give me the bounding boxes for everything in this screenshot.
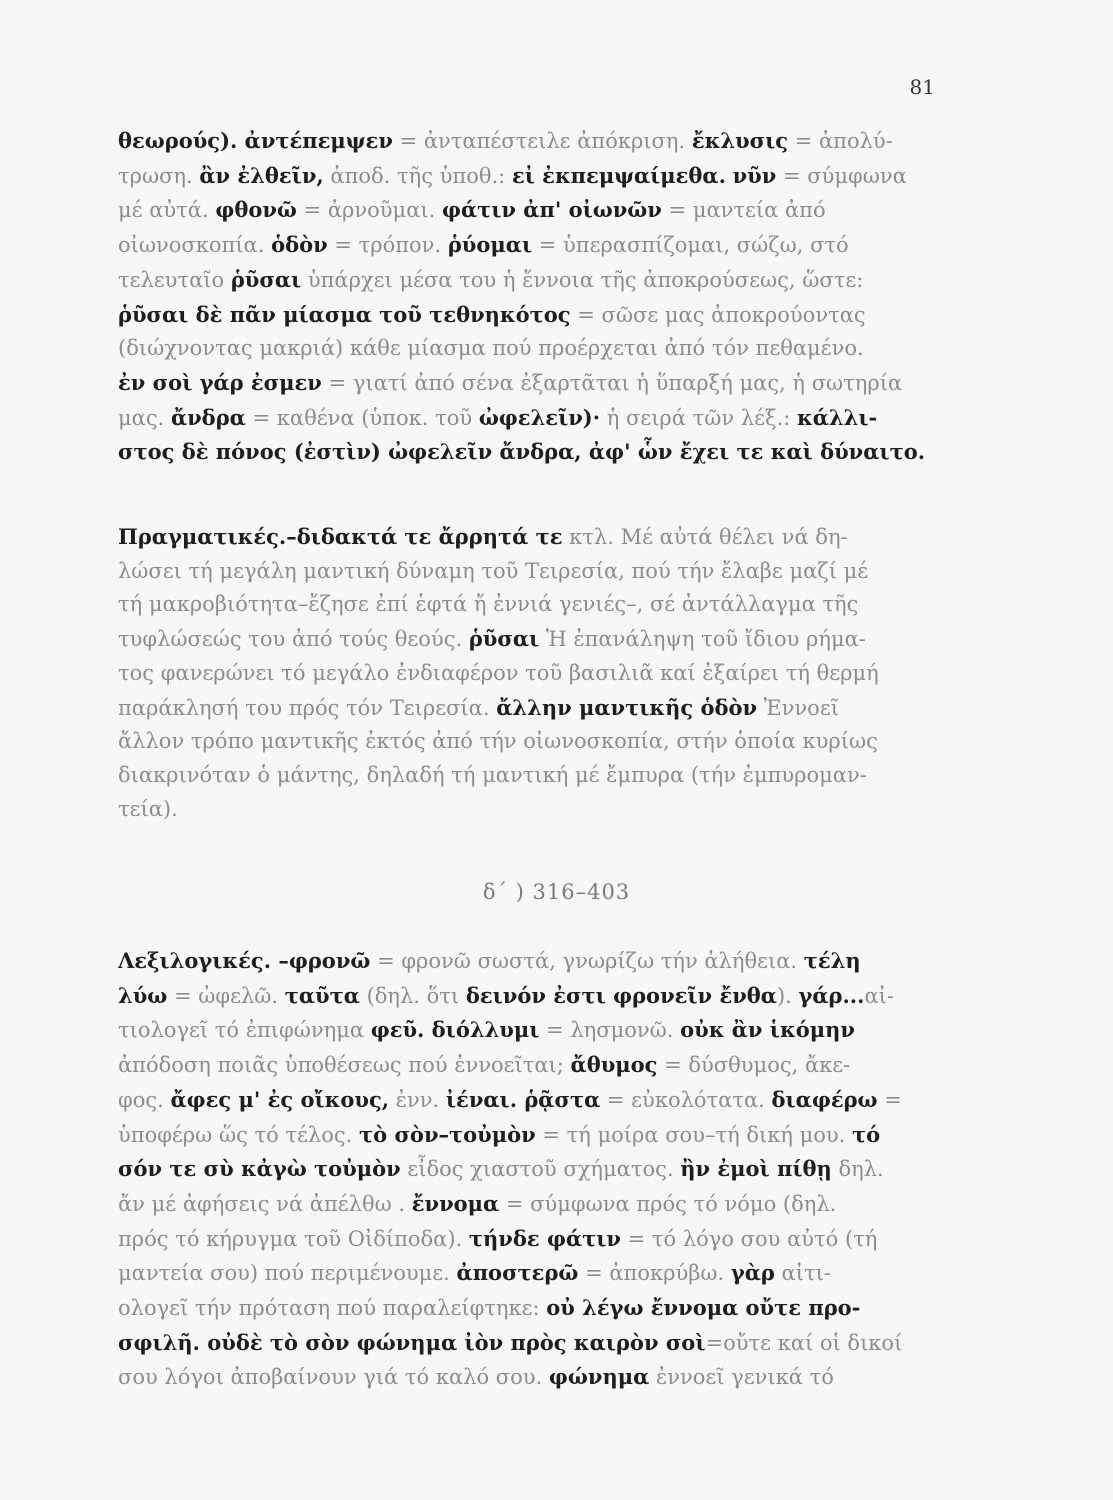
gloss-text: πρός τό κήρυγμα τοῦ Οἰδίποδα).: [118, 1226, 469, 1251]
lemma-text: στος δὲ πόνος (ἐστὶν) ὠφελεῖν ἄνδρα, ἀφ' ὧν ἔχει τε καὶ δύναιτο.: [118, 439, 926, 465]
text-line: [118, 1326, 932, 1361]
gloss-text: =: [877, 1087, 902, 1112]
gloss-text: = μαντεία ἀπό: [661, 198, 826, 223]
gloss-text: τεία).: [118, 796, 178, 821]
gloss-text: τελευταῖο: [118, 267, 231, 292]
gloss-text: = τρόπον.: [327, 233, 448, 258]
lemma-text: τήνδε φάτιν: [468, 1225, 621, 1251]
lemma-text: νῦν: [732, 162, 777, 188]
gloss-text: ἀποδ. τῆς ὑποθ.:: [323, 163, 512, 188]
lemma-text: ἔκλυσις: [691, 128, 789, 153]
lemma-text: γάρ...: [798, 982, 865, 1008]
lemma-text: Πραγματικές.–: [118, 524, 297, 549]
lemma-text: ἢν ἐμοὶ πίθῃ: [680, 1156, 832, 1182]
text-line: [118, 944, 932, 979]
gloss-text: ἀπόδοση ποιᾶς ὑποθέσεως πού ἐννοεῖται;: [118, 1053, 571, 1078]
gloss-text: = ὠφελῶ.: [167, 983, 285, 1008]
gloss-text: αἰ-: [864, 983, 894, 1008]
section-heading: δ΄ ) 316–403: [482, 880, 631, 904]
gloss-text: = τή μοίρα σου–τή δική μου.: [535, 1122, 853, 1147]
gloss-text: φος.: [118, 1087, 171, 1112]
gloss-text: = φρονῶ σωστά, γνωρίζω τήν ἀλήθεια.: [370, 949, 804, 973]
lemma-text: ἄφες μ' ἐς οἴκους,: [170, 1086, 390, 1112]
lemma-text: τὸ σὸν–τοὐμὸν: [359, 1121, 536, 1147]
lemma-text: σόν τε σὺ κἀγὼ τοὐμὸν: [118, 1156, 401, 1182]
text-line: [118, 435, 932, 470]
text-line: [118, 332, 932, 366]
gloss-text: Ἡ ἐπανάληψη τοῦ ἴδιου ρήμα-: [539, 627, 866, 652]
text-line: [118, 1187, 932, 1222]
text-line: [118, 1152, 932, 1187]
text-line: [118, 555, 932, 589]
gloss-text: = ἀρνοῦμαι.: [296, 198, 442, 223]
text-line: [118, 193, 932, 228]
text-line: [118, 657, 932, 691]
page-number: 81: [909, 75, 935, 99]
lemma-text: οὐκ ἂν ἱκόμην: [680, 1017, 855, 1043]
text-line: [118, 1222, 932, 1257]
gloss-text: = ἀνταπέστειλε ἀπόκριση.: [392, 129, 692, 153]
text-line: [118, 691, 932, 726]
lemma-text: ῥῦσαι δὲ πᾶν μίασμα τοῦ τεθνηκότος: [118, 301, 571, 327]
lemma-text: τό: [852, 1121, 881, 1147]
gloss-text: Ἐννοεῖ: [757, 695, 839, 720]
gloss-text: ἐνν.: [389, 1087, 446, 1112]
lemma-text: φεῦ. διόλλυμι: [370, 1017, 540, 1043]
lemma-text: διδακτά τε ἄρρητά τε: [296, 524, 563, 549]
text-line: [118, 1083, 932, 1118]
gloss-text: = γιατί ἀπό σένα ἐξαρτᾶται ἡ ὕπαρξή μας, ἡ σωτηρία: [321, 370, 903, 395]
lemma-text: σφιλῆ. οὐδὲ τὸ σὸν φώνημα ἰὸν πρὸς καιρὸν σοὶ: [118, 1329, 706, 1355]
gloss-text: εἶδος χιαστοῦ σχήματος.: [400, 1157, 681, 1182]
gloss-text: = δύσθυμος, ἄκε-: [657, 1053, 851, 1078]
text-line: [118, 1360, 932, 1395]
lemma-text: ῥῦσαι: [230, 266, 302, 292]
gloss-text: ἄλλον τρόπο μαντικῆς ἐκτός ἀπό τήν οἰωνοσκοπία, στήν ὁποία κυρίως: [118, 729, 878, 754]
text-line: [118, 401, 932, 436]
lemma-text: ὠφελεῖν)·: [478, 404, 601, 430]
text-line: [118, 1256, 932, 1291]
lemma-text: εἰ ἐκπεμψαίμεθα.: [511, 162, 726, 188]
gloss-text: = ὑπερασπίζομαι, σώζω, στό: [532, 233, 849, 258]
gloss-text: ).: [776, 983, 799, 1008]
lemma-text: ἰέναι. ῥᾷστα: [445, 1086, 601, 1112]
text-line: [118, 793, 932, 827]
gloss-text: μας.: [118, 405, 171, 430]
lemma-text: ἄνδρα: [170, 404, 246, 430]
lemma-text: Λεξιλογικές. –: [118, 948, 289, 973]
lemma-text: ἀποστερῶ: [456, 1260, 579, 1286]
lemma-text: κάλλι-: [797, 404, 878, 430]
lemma-text: ἂν ἐλθεῖν,: [199, 162, 324, 188]
lemma-text: φρονῶ: [288, 948, 371, 973]
text-line: [118, 366, 932, 401]
lemma-text: ἄλλην μαντικῆς ὁδὸν: [496, 694, 758, 720]
lemma-text: φάτιν ἀπ' οἰωνῶν: [441, 197, 662, 223]
lemma-text: λύω: [118, 982, 168, 1008]
lemma-text: θεωρούς).: [118, 128, 245, 153]
text-line: [118, 1291, 932, 1326]
lemma-text: ταῦτα: [284, 982, 360, 1008]
gloss-text: ολογεῖ τήν πρόταση πού παραλείφτηκε:: [118, 1296, 547, 1321]
text-line: [118, 124, 932, 159]
text-line: [118, 759, 932, 793]
gloss-text: = τό λόγο σου αὐτό (τή: [620, 1226, 878, 1251]
paragraph-pragmatikes: [118, 520, 932, 826]
gloss-text: τυφλώσεώς του ἀπό τούς θεούς.: [118, 627, 469, 652]
lemma-text: φώνημα: [548, 1364, 650, 1390]
gloss-text: οἰωνοσκοπία.: [118, 233, 272, 258]
lemma-text: ἀντέπεμψεν: [244, 128, 393, 153]
text-line: [118, 520, 932, 555]
gloss-text: μέ αὐτά.: [118, 198, 216, 223]
gloss-text: = ἀποκρύβω.: [578, 1261, 731, 1286]
text-line: [118, 1048, 932, 1083]
gloss-text: = σύμφωνα: [776, 163, 907, 188]
gloss-text: (διώχνοντας μακριά) κάθε μίασμα πού προέρχεται ἀπό τόν πεθαμένο.: [118, 336, 864, 361]
text-line: [118, 979, 932, 1014]
gloss-text: ὑποφέρω ὥς τό τέλος.: [118, 1122, 359, 1147]
gloss-text: τή μακροβιότητα–ἔζησε ἐπί ἑφτά ἤ ἐννιά γενιές–, σέ ἀντάλλαγμα τῆς: [118, 592, 859, 617]
gloss-text: =οὔτε καί οἱ δικοί: [705, 1330, 903, 1355]
gloss-text: τος φανερώνει τό μεγάλο ἐνδιαφέρον τοῦ βασιλιᾶ καί ἐξαίρει τή θερμή: [118, 660, 879, 685]
lemma-text: οὐ λέγω ἔννομα οὔτε προ-: [546, 1295, 861, 1321]
gloss-text: διακρινόταν ὁ μάντης, δηλαδή τή μαντική μέ ἔμπυρα (τήν ἐμπυρομαν-: [118, 762, 867, 787]
gloss-text: (δηλ. ὅτι: [359, 983, 466, 1008]
gloss-text: σου λόγοι ἀποβαίνουν γιά τό καλό σου.: [118, 1365, 549, 1390]
lemma-text: ἄθυμος: [570, 1052, 658, 1078]
text-line: [118, 725, 932, 759]
gloss-text: = λησμονῶ.: [539, 1018, 681, 1043]
gloss-text: τρωση.: [118, 163, 200, 188]
lemma-text: ῥῦσαι: [468, 626, 540, 652]
gloss-text: ἡ σειρά τῶν λέξ.:: [600, 405, 797, 430]
text-line: [118, 159, 932, 194]
gloss-text: ὑπάρχει μέσα του ἡ ἔννοια τῆς ἀποκρούσεως, ὥστε:: [301, 267, 864, 292]
text-line: [118, 1118, 932, 1153]
gloss-text: τιολογεῖ τό ἐπιφώνημα: [118, 1018, 371, 1043]
gloss-text: [726, 164, 733, 188]
lemma-text: διαφέρω: [771, 1086, 878, 1112]
text-line: [118, 1013, 932, 1048]
gloss-text: = εὐκολότατα.: [600, 1087, 772, 1112]
gloss-text: = καθένα (ὑποκ. τοῦ: [245, 405, 479, 430]
gloss-text: κτλ. Μέ αὐτά θέλει νά δη-: [562, 525, 848, 549]
text-line: [118, 622, 932, 657]
gloss-text: = ἀπολύ-: [788, 129, 893, 153]
lemma-text: ἔννομα: [411, 1190, 500, 1216]
text-line: [118, 588, 932, 622]
gloss-text: ἄν μέ ἀφήσεις νά ἀπέλθω .: [118, 1191, 412, 1216]
paragraph-lexilogikes: [118, 944, 932, 1395]
lemma-text: ῥύομαι: [447, 232, 533, 258]
gloss-text: δηλ.: [831, 1157, 884, 1182]
gloss-text: παράκλησή του πρός τόν Τειρεσία.: [118, 695, 497, 720]
paragraph-commentary-1: [118, 124, 932, 470]
gloss-text: αἰτι-: [774, 1261, 831, 1286]
lemma-text: τέλη: [803, 948, 861, 973]
lemma-text: δεινόν ἐστι φρονεῖν ἔνθα: [465, 982, 777, 1008]
gloss-text: λώσει τή μεγάλη μαντική δύναμη τοῦ Τειρεσία, πού τήν ἔλαβε μαζί μέ: [118, 558, 869, 583]
text-line: [118, 298, 932, 333]
gloss-text: = σύμφωνα πρός τό νόμο (δηλ.: [499, 1191, 837, 1216]
text-line: [118, 263, 932, 298]
text-line: [118, 228, 932, 263]
gloss-text: μαντεία σου) πού περιμένουμε.: [118, 1261, 457, 1286]
lemma-text: ἐν σοὶ γάρ ἐσμεν: [118, 369, 322, 395]
lemma-text: γὰρ: [730, 1260, 775, 1286]
lemma-text: ὁδὸν: [271, 232, 328, 258]
gloss-text: ἐννοεῖ γενικά τό: [649, 1365, 834, 1390]
lemma-text: φθονῶ: [215, 197, 297, 223]
gloss-text: = σῶσε μας ἀποκρούοντας: [570, 302, 866, 327]
